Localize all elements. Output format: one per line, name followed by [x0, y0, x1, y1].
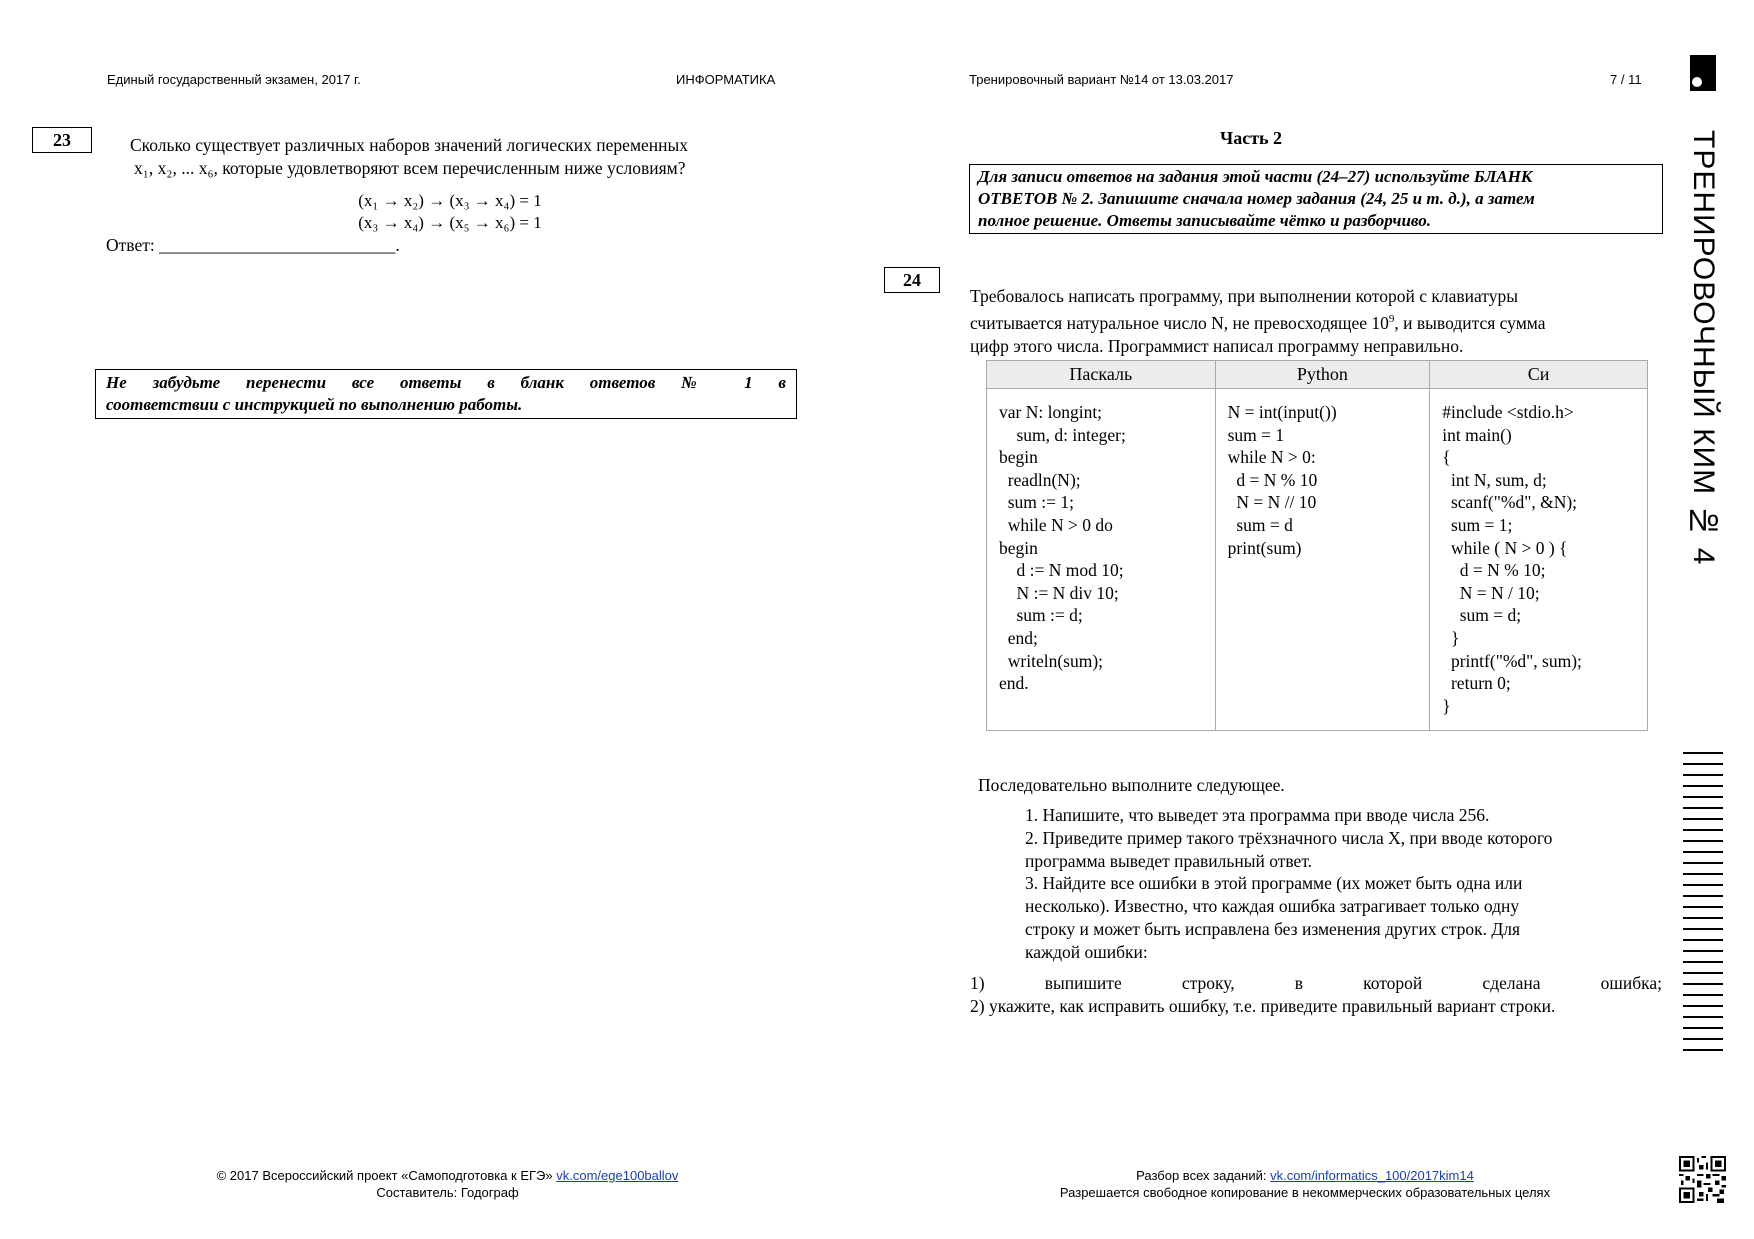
footer-right-link[interactable]: vk.com/informatics_100/2017kim14	[1270, 1168, 1474, 1183]
barcode-stripe	[1683, 1027, 1723, 1029]
barcode-stripe	[1683, 961, 1723, 963]
q24-task3a: 3. Найдите все ошибки в этой программе (их может быть одна или	[1025, 873, 1523, 894]
barcode-stripe	[1683, 895, 1723, 897]
barcode-stripe	[1683, 785, 1723, 787]
part2-instr-line1: Для записи ответов на задания этой части (24–27) используйте БЛАНК	[978, 167, 1533, 186]
q23-number-box: 23	[32, 127, 92, 153]
q24-text	[970, 285, 1650, 358]
footer-left-link[interactable]: vk.com/ege100ballov	[556, 1168, 679, 1183]
code-python: N = int(input()) sum = 1 while N > 0: d = N % 10 N = N // 10 sum = d print(sum)	[1215, 389, 1430, 731]
q24-step2: 2) укажите, как исправить ошибку, т.е. приведите правильный вариант строки.	[970, 995, 1556, 1016]
footer-right-license: Разрешается свободное копирование в некоммерческих образовательных целях	[1059, 1185, 1551, 1200]
side-title: ТРЕНИРОВОЧНЫЙ КИМ № 4	[1687, 130, 1720, 566]
barcode-stripe	[1683, 917, 1723, 919]
code-pascal: var N: longint; sum, d: integer; begin readln(N); sum := 1; while N > 0 do begin d := N mod 10; N := N div 10; sum := d; end; writeln(sum); end.	[987, 389, 1216, 731]
barcode-stripe	[1683, 1005, 1723, 1007]
q24-task3d: каждой ошибки:	[1025, 941, 1148, 962]
q24-task2a: 2. Приведите пример такого трёхзначного числа X, при вводе которого	[1025, 827, 1553, 848]
q24-seq-intro: Последовательно выполните следующее.	[978, 775, 1285, 795]
q24-task1: 1. Напишите, что выведет эта программа при вводе числа 256.	[1025, 805, 1490, 825]
code-table	[986, 360, 1648, 731]
barcode-stripe	[1683, 994, 1723, 996]
q23-formula2: (x₃ → x₄) → (x₅ → x₆) = 1	[358, 213, 542, 232]
barcode-stripe	[1683, 939, 1723, 941]
barcode-stripe	[1683, 818, 1723, 820]
q24-line2: считывается натуральное число N, не превосходящее $10^9$, и выводится сумма	[970, 312, 1546, 333]
part2-title: Часть 2	[1220, 128, 1283, 148]
barcode-stripe	[1683, 972, 1723, 974]
barcode-stripe	[1683, 1016, 1723, 1018]
footer-right	[1000, 1167, 1610, 1201]
q23-formula1: (x₁ → x₂) → (x₃ → x₄) = 1	[358, 191, 542, 210]
barcode-stripe	[1683, 873, 1723, 875]
barcode-stripe	[1683, 774, 1723, 776]
footer-left-text: © 2017 Всероссийский проект «Самоподготовка к ЕГЭ»	[216, 1168, 553, 1183]
header-subject: ИНФОРМАТИКА	[676, 72, 776, 87]
q23-formulas	[300, 190, 600, 234]
q24-task-list	[1025, 804, 1645, 964]
part2-instr-line3: полное решение. Ответы записывайте чётко и разборчиво.	[978, 211, 1432, 230]
header-page-number: 7 / 11	[1610, 72, 1642, 87]
reminder-line2: соответствии с инструкцией по выполнению работы.	[106, 395, 523, 414]
footer-left	[160, 1167, 735, 1201]
barcode-stripe	[1683, 884, 1723, 886]
q24-step1: 1) выпишите строку, в которой сделана ошибка;	[970, 973, 1662, 993]
part2-instructions	[969, 164, 1663, 234]
barcode-stripe	[1683, 752, 1723, 754]
barcode-stripe	[1683, 840, 1723, 842]
q24-task2b: программа выведет правильный ответ.	[1025, 850, 1313, 871]
barcode-stripe	[1683, 862, 1723, 864]
footer-left-author: Составитель: Годограф	[376, 1185, 519, 1200]
barcode-stripe	[1683, 763, 1723, 765]
q23-answer-line: Ответ: ___________________________.	[106, 235, 400, 255]
barcode-stripe	[1683, 851, 1723, 853]
barcode-stripe	[1683, 983, 1723, 985]
q24-line3: цифр этого числа. Программист написал программу неправильно.	[970, 335, 1464, 356]
footer-right-text: Разбор всех заданий:	[1136, 1168, 1267, 1183]
qr-code-icon	[1679, 1156, 1726, 1203]
code-header-python: Python	[1215, 361, 1430, 389]
q24-number-box: 24	[884, 267, 940, 293]
part2-instr-line2: ОТВЕТОВ № 2. Запишите сначала номер задания (24, 25 и т. д.), а затем	[978, 189, 1535, 208]
code-c: #include <stdio.h> int main() { int N, sum, d; scanf("%d", &N); sum = 1; while ( N > 0 ) { d = N % 10; N = N / 10; sum = d; } printf("%d", sum); return 0; }	[1430, 389, 1648, 731]
barcode-stripe	[1683, 829, 1723, 831]
header-variant: Тренировочный вариант №14 от 13.03.2017	[969, 72, 1234, 87]
header-exam: Единый государственный экзамен, 2017 г.	[107, 72, 361, 87]
q24-task3c: строку и может быть исправлена без изменения других строк. Для	[1025, 918, 1521, 939]
barcode-stripe	[1683, 950, 1723, 952]
reminder-box	[95, 369, 797, 419]
barcode-stripe	[1683, 1049, 1723, 1051]
q24-task3b: несколько). Известно, что каждая ошибка затрагивает только одну	[1025, 896, 1520, 917]
corner-mark-icon	[1690, 55, 1716, 91]
barcode-stripe	[1683, 1038, 1723, 1040]
q23-line2: x₁, x₂, ... x₆, которые удовлетворяют всем перечисленным ниже условиям?	[134, 158, 686, 178]
barcode-stripe	[1683, 906, 1723, 908]
q24-line1: Требовалось написать программу, при выполнении которой с клавиатуры	[970, 286, 1518, 306]
barcode-stripe	[1683, 807, 1723, 809]
code-header-c: Си	[1430, 361, 1648, 389]
code-header-pascal: Паскаль	[987, 361, 1216, 389]
reminder-line1: Не забудьте перенести все ответы в бланк ответов № 1 в	[106, 373, 786, 392]
q24-steps	[970, 972, 1662, 1018]
q23-text	[130, 134, 770, 180]
barcode-stripe	[1683, 796, 1723, 798]
q23-line1: Сколько существует различных наборов значений логических переменных	[130, 135, 689, 155]
barcode-stripe	[1683, 928, 1723, 930]
